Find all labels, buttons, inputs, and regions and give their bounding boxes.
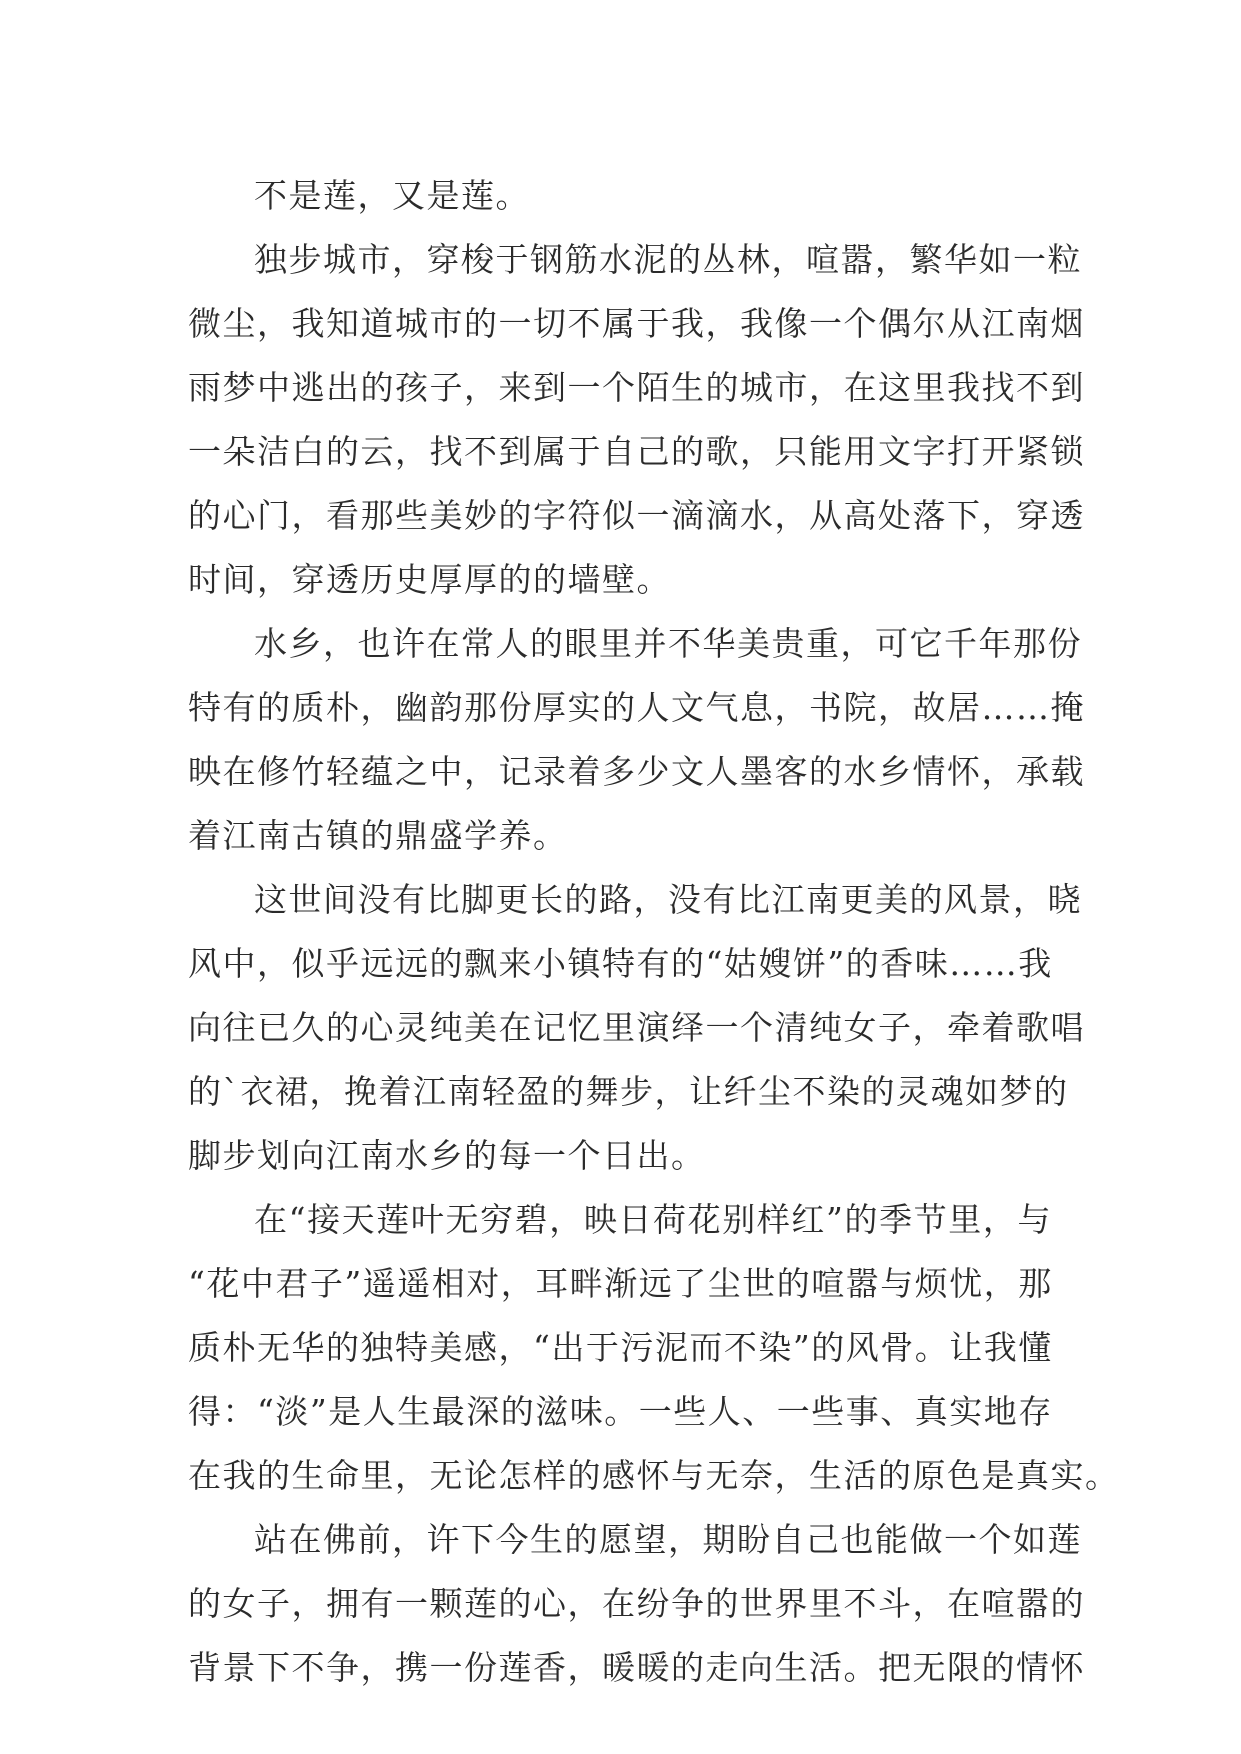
paragraph-line: 站在佛前，许下今生的愿望，期盼自己也能做一个如莲 [254, 1520, 1082, 1559]
paragraph-line: 质朴无华的独特美感，“出于污泥而不染”的风骨。让我懂 [188, 1328, 1053, 1367]
paragraph-line: 这世间没有比脚更长的路，没有比江南更美的风景，晓 [254, 880, 1082, 919]
paragraph-line: 特有的质朴，幽韵那份厚实的人文气息，书院，故居……掩 [188, 688, 1085, 727]
paragraph-line: 的女子，拥有一颗莲的心，在纷争的世界里不斗，在喧嚣的 [188, 1584, 1085, 1623]
paragraph-line: 在“接天莲叶无穷碧，映日荷花别样红”的季节里，与 [254, 1200, 1052, 1239]
paragraph-line: 向往已久的心灵纯美在记忆里演绎一个清纯女子，牵着歌唱 [188, 1008, 1085, 1047]
paragraph-line: 不是莲，又是莲。 [254, 176, 530, 215]
paragraph-line: 在我的生命里，无论怎样的感怀与无奈，生活的原色是真实。 [188, 1456, 1120, 1495]
paragraph-line: 映在修竹轻蕴之中，记录着多少文人墨客的水乡情怀，承载 [188, 752, 1085, 791]
paragraph-line: “花中君子”遥遥相对，耳畔渐远了尘世的喧嚣与烦忧，那 [188, 1264, 1053, 1303]
paragraph-line: 独步城市，穿梭于钢筋水泥的丛林，喧嚣，繁华如一粒 [254, 240, 1082, 279]
paragraph-line: 脚步划向江南水乡的每一个日出。 [188, 1136, 706, 1175]
paragraph-line: 一朵洁白的云，找不到属于自己的歌，只能用文字打开紧锁 [188, 432, 1085, 471]
paragraph-line: 着江南古镇的鼎盛学养。 [188, 816, 568, 855]
paragraph-line: 得：“淡”是人生最深的滋味。一些人、一些事、真实地存 [188, 1392, 1053, 1431]
body-text [188, 164, 1120, 1700]
paragraph-line: 的`衣裙，挽着江南轻盈的舞步，让纤尘不染的灵魂如梦的 [188, 1072, 1069, 1111]
paragraph-line: 风中，似乎远远的飘来小镇特有的“姑嫂饼”的香味……我 [188, 944, 1053, 983]
paragraph-line: 微尘，我知道城市的一切不属于我，我像一个偶尔从江南烟 [188, 304, 1085, 343]
paragraph-line: 雨梦中逃出的孩子，来到一个陌生的城市，在这里我找不到 [188, 368, 1085, 407]
paragraph-line: 水乡，也许在常人的眼里并不华美贵重，可它千年那份 [254, 624, 1082, 663]
paragraph-line: 背景下不争，携一份莲香，暖暖的走向生活。把无限的情怀 [188, 1648, 1085, 1687]
paragraph-line: 时间，穿透历史厚厚的的墙壁。 [188, 560, 671, 599]
paragraph-line: 的心门，看那些美妙的字符似一滴滴水，从高处落下，穿透 [188, 496, 1085, 535]
